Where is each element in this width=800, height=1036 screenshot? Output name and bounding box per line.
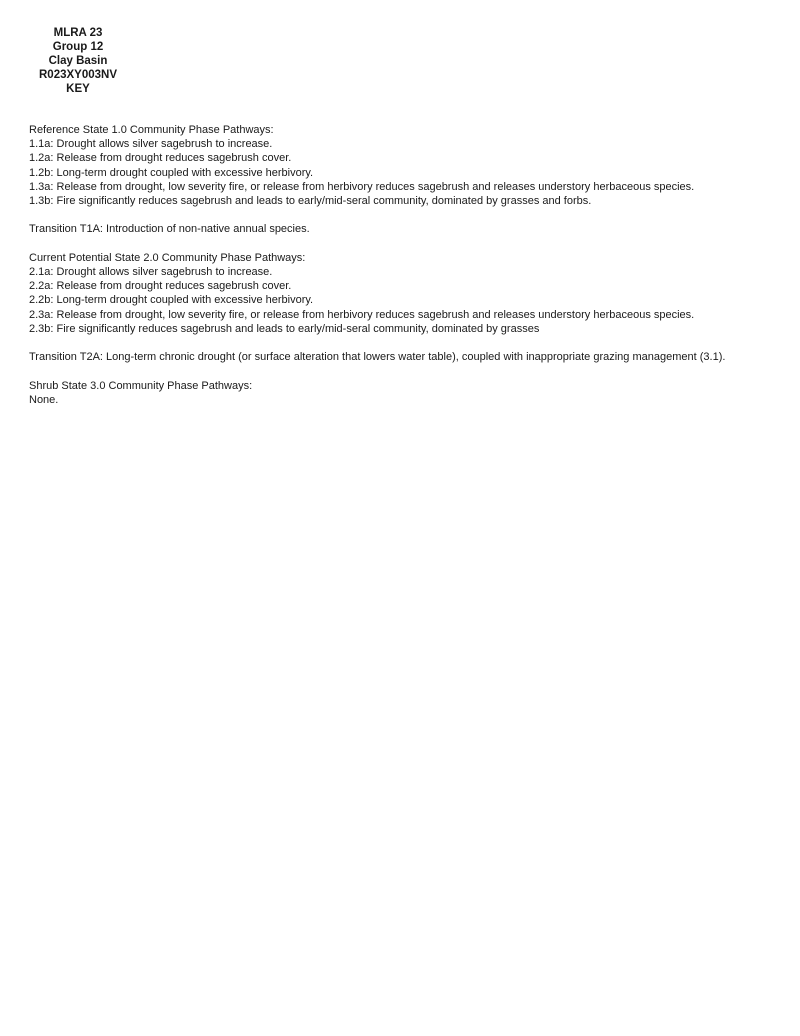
document-body (29, 123, 774, 421)
pathway-item: 2.2b: Long-term drought coupled with excessive herbivory. (29, 294, 314, 307)
shrub-state-heading: Shrub State 3.0 Community Phase Pathways: (29, 379, 253, 392)
reference-state-heading: Reference State 1.0 Community Phase Pathways: (29, 124, 274, 136)
transition-t1a-section (29, 222, 774, 236)
pathway-item: None. (29, 393, 59, 406)
current-potential-state-heading: Current Potential State 2.0 Community Phase Pathways: (29, 251, 306, 264)
pathway-item: 1.2b: Long-term drought coupled with excessive herbivory. (29, 166, 314, 179)
reference-state-section (29, 123, 774, 208)
pathway-item: 2.2a: Release from drought reduces sagebrush cover. (29, 280, 292, 293)
group-label: Group 12 (52, 41, 104, 53)
pathway-item: 1.2a: Release from drought reduces sagebrush cover. (29, 152, 292, 165)
transition-t1a-text: Transition T1A: Introduction of non-native annual species. (29, 223, 310, 236)
pathway-item: 1.3a: Release from drought, low severity fire, or release from herbivory reduces sagebrush and releases understory herbaceous species. (29, 180, 695, 193)
transition-t2a-section (29, 350, 774, 364)
site-name: Clay Basin (48, 55, 108, 67)
pathway-item: 1.3b: Fire significantly reduces sagebrush and leads to early/mid-seral community, dominated by grasses and forbs. (29, 195, 592, 208)
site-id: R023XY003NV (39, 69, 117, 81)
shrub-state-section (29, 379, 774, 407)
pathway-item: 2.3a: Release from drought, low severity fire, or release from herbivory reduces sagebrush and releases understory herbaceous species. (29, 308, 695, 321)
doc-type-label: KEY (66, 83, 90, 95)
current-potential-state-section (29, 251, 774, 336)
pathway-item: 2.3b: Fire significantly reduces sagebrush and leads to early/mid-seral community, dominated by grasses (29, 322, 540, 335)
pathway-item: 1.1a: Drought allows silver sagebrush to increase. (29, 138, 273, 151)
transition-t2a-text: Transition T2A: Long-term chronic drought (or surface alteration that lowers water table), coupled with inappropriate grazing management (3.1). (29, 351, 726, 364)
mlra-label: MLRA 23 (53, 27, 103, 39)
document-header (24, 26, 132, 96)
pathway-item: 2.1a: Drought allows silver sagebrush to increase. (29, 266, 273, 278)
